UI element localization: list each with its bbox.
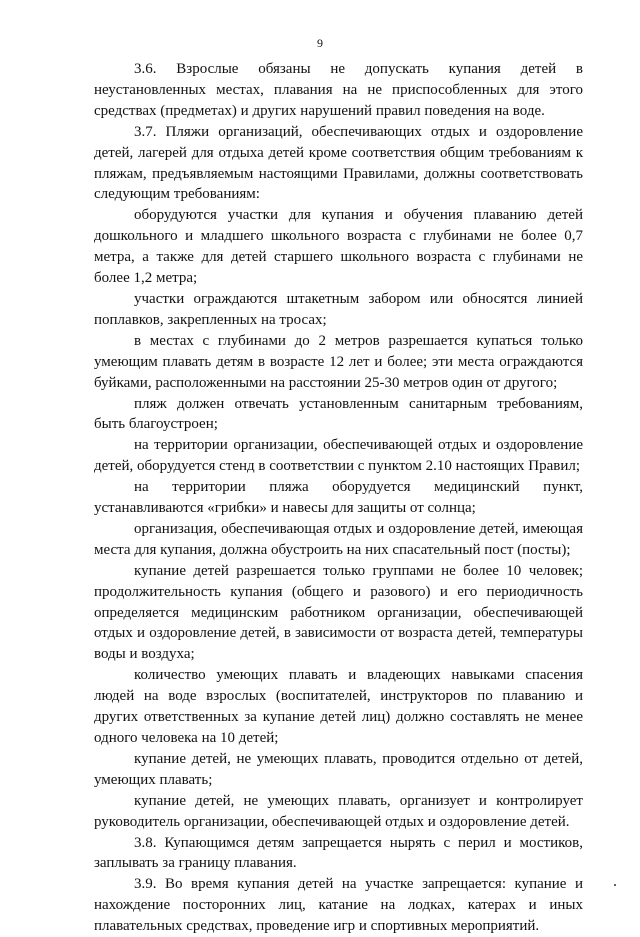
list-item-non-swimmers-separate: купание детей, не умеющих плавать, проводится отдельно от детей, умеющих плавать; [94, 750, 583, 788]
list-item-stand: на территории организации, обеспечивающей отдых и оздоровление детей, оборудуется стенд в соответствии с пунктом 2.10 настоящих Правил; [94, 437, 583, 475]
list-item-swimming-areas: оборудуются участки для купания и обучения плаванию детей дошкольного и младшего школьного возраста с глубинами не более 0,7 метра, а также для детей старшего школьного возраста с глубинами не более 1,2 метра; [94, 207, 583, 287]
list-item-supervisors: количество умеющих плавать и владеющих навыками спасения людей на воде взрослых (воспитателей, инструкторов по плаванию и других ответственных за купание детей лиц) должно составлять не менее одного человека на 10 детей; [94, 667, 583, 746]
list-item-fencing: участки ограждаются штакетным забором или обносятся линией поплавков, закрепленных на тросах; [94, 290, 583, 328]
paragraph-3-7: 3.7. Пляжи организаций, обеспечивающих отдых и оздоровление детей, лагерей для отдыха детей кроме соответствия общим требованиям к пляжам, предъявляемым настоящими Правилами, должны соответствовать следующим требованиям: [94, 123, 583, 203]
document-body [94, 59, 583, 937]
scan-speck [614, 884, 616, 886]
list-item-sanitary: пляж должен отвечать установленным санитарным требованиям, быть благоустроен; [94, 395, 583, 433]
list-item-deep-water: в местах с глубинами до 2 метров разрешается купаться только умеющим плавать детям в возрасте 12 лет и более; эти места ограждаются буйками, расположенными на расстоянии 25-30 метров один от другого; [94, 332, 583, 391]
list-item-rescue-post: организация, обеспечивающая отдых и оздоровление детей, имеющая места для купания, должна обустроить на них спасательный пост (посты); [94, 520, 583, 558]
paragraph-3-6: 3.6. Взрослые обязаны не допускать купания детей в неустановленных местах, плавания на не приспособленных для этого средствах (предметах) и других нарушений правил поведения на воде. [94, 61, 583, 119]
list-item-medical-point: на территории пляжа оборудуется медицинский пункт, устанавливаются «грибки» и навесы для защиты от солнца; [94, 479, 583, 517]
list-item-non-swimmers-control: купание детей, не умеющих плавать, организует и контролирует руководитель организации, обеспечивающей отдых и оздоровление детей. [94, 792, 583, 830]
paragraph-3-9: 3.9. Во время купания детей на участке запрещается: купание и нахождение посторонних лиц, катание на лодках, катерах и иных плавательных средствах, проведение игр и спортивных мероприятий. [94, 876, 583, 935]
page-number: 9 [317, 36, 323, 50]
list-item-group-size: купание детей разрешается только группами не более 10 человек; продолжительность купания (общего и разового) и его периодичность определяется медицинским работником организации, обеспечивающей отдых и оздоровление детей, в зависимости от возраста детей, температуры воды и воздуха; [94, 562, 583, 663]
paragraph-3-8: 3.8. Купающимся детям запрещается нырять с перил и мостиков, заплывать за границу плавания. [94, 834, 583, 872]
